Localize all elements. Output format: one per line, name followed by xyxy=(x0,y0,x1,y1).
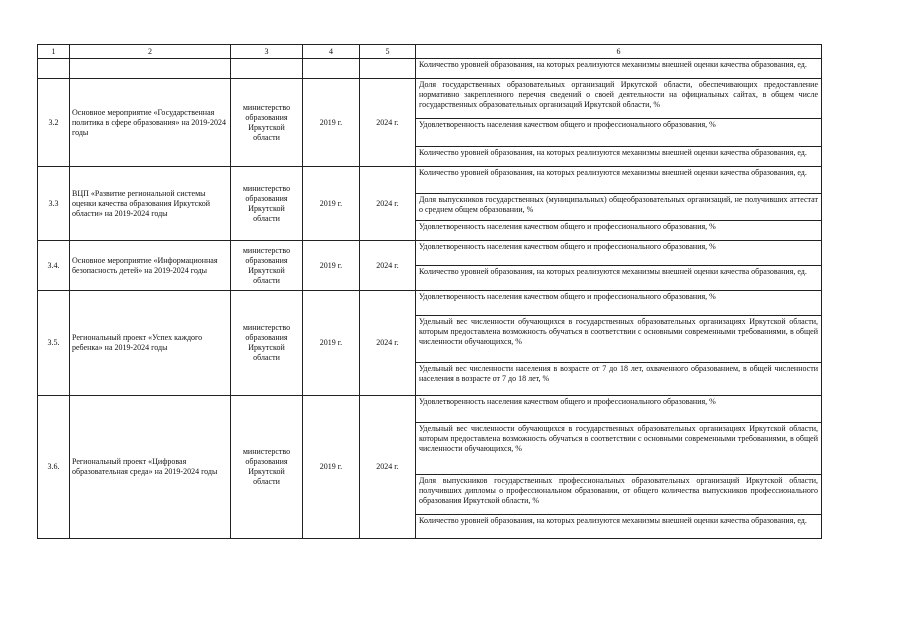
responsible-executor xyxy=(231,167,303,241)
responsible-line: образования xyxy=(245,333,288,342)
indicator-cell: Количество уровней образования, на которых реализуются механизмы внешней оценки качества образования, ед. xyxy=(416,515,822,539)
table-row xyxy=(38,167,822,194)
header-row xyxy=(38,45,822,59)
responsible-line: министерство xyxy=(242,245,291,255)
indicator-cell: Удельный вес численности обучающихся в государственных образовательных организациях Иркутской области, которым предоставлена возможность обучаться в соответствии с основными современными требованиями, в общей численности обучающихся, % xyxy=(416,423,822,475)
end-year: 2024 г. xyxy=(360,79,416,167)
indicator-cell: Удовлетворенность населения качеством общего и профессионального образования, % xyxy=(416,396,822,423)
header-cell-5: 5 xyxy=(360,45,416,59)
responsible-line: министерство xyxy=(242,323,291,332)
indicator-cell: Доля государственных образовательных организаций Иркутской области, обеспечивающих предоставление нормативно закрепленного перечня сведений о своей деятельности на официальных сайтах, в общем числе государственных образовательных организаций Иркутской области, % xyxy=(416,79,822,119)
responsible-line: области xyxy=(253,275,280,285)
header-cell-2: 2 xyxy=(70,45,231,59)
table-row xyxy=(38,291,822,316)
responsible-line: образования xyxy=(245,457,288,466)
responsible-line: области xyxy=(253,353,280,362)
end-year: 2024 г. xyxy=(360,167,416,241)
responsible-line: области xyxy=(253,213,280,223)
header-cell-6: 6 xyxy=(416,45,822,59)
responsible-executor xyxy=(231,396,303,539)
end-year: 2024 г. xyxy=(360,396,416,539)
row-number: 3.5. xyxy=(38,291,70,396)
activity-name: Региональный проект «Успех каждого ребенка» на 2019-2024 годы xyxy=(70,291,231,396)
responsible-executor xyxy=(231,291,303,396)
start-year: 2019 г. xyxy=(303,396,360,539)
indicator-cell: Доля выпускников государственных (муниципальных) общеобразовательных организаций, не получивших аттестат о среднем общем образовании, % xyxy=(416,194,822,221)
indicator-cell: Удовлетворенность населения качеством общего и профессионального образования, % xyxy=(416,291,822,316)
row-number: 3.6. xyxy=(38,396,70,539)
continuation-row xyxy=(38,59,822,79)
responsible-line: министерство xyxy=(242,183,291,193)
header-cell-4: 4 xyxy=(303,45,360,59)
responsible-line: области xyxy=(253,477,280,486)
indicator-cell: Количество уровней образования, на которых реализуются механизмы внешней оценки качества образования, ед. xyxy=(416,59,822,79)
activity-name: Основное мероприятие «Государственная политика в сфере образования» на 2019-2024 годы xyxy=(70,79,231,167)
indicator-cell: Доля выпускников государственных профессиональных образовательных организаций Иркутской области, получивших дипломы о профессиональном образовании, от общего количества выпускников профессионального образования Иркутской области, % xyxy=(416,475,822,515)
responsible-line: министерство xyxy=(242,447,291,456)
responsible-executor xyxy=(231,79,303,167)
indicator-cell: Удовлетворенность населения качеством общего и профессионального образования, % xyxy=(416,221,822,241)
responsible-line: образования xyxy=(245,112,288,122)
end-year: 2024 г. xyxy=(360,241,416,291)
responsible-line: министерство xyxy=(242,102,291,112)
document-page xyxy=(37,44,821,539)
indicator-cell: Количество уровней образования, на которых реализуются механизмы внешней оценки качества образования, ед. xyxy=(416,266,822,291)
responsible-line: Иркутской xyxy=(248,343,285,352)
start-year: 2019 г. xyxy=(303,167,360,241)
activity-name: ВЦП «Развитие региональной системы оценки качества образования Иркутской области» на 2019-2024 годы xyxy=(70,167,231,241)
program-table xyxy=(37,44,822,539)
indicator-cell: Количество уровней образования, на которых реализуются механизмы внешней оценки качества образования, ед. xyxy=(416,167,822,194)
row-number: 3.4. xyxy=(38,241,70,291)
start-year: 2019 г. xyxy=(303,79,360,167)
indicator-cell: Количество уровней образования, на которых реализуются механизмы внешней оценки качества образования, ед. xyxy=(416,147,822,167)
indicator-cell: Удельный вес численности обучающихся в государственных образовательных организациях Иркутской области, которым предоставлена возможность обучаться в соответствии с основными современными требованиями, в общей численности обучающихся, % xyxy=(416,316,822,363)
responsible-line: образования xyxy=(245,193,288,203)
activity-name: Региональный проект «Цифровая образовательная среда» на 2019-2024 годы xyxy=(70,396,231,539)
activity-name: Основное мероприятие «Информационная безопасность детей» на 2019-2024 годы xyxy=(70,241,231,291)
responsible-line: Иркутской xyxy=(248,265,285,275)
start-year: 2019 г. xyxy=(303,241,360,291)
responsible-line: Иркутской xyxy=(248,203,285,213)
indicator-cell: Удовлетворенность населения качеством общего и профессионального образования, % xyxy=(416,119,822,147)
indicator-cell: Удовлетворенность населения качеством общего и профессионального образования, % xyxy=(416,241,822,266)
table-row xyxy=(38,241,822,266)
header-cell-3: 3 xyxy=(231,45,303,59)
header-cell-1: 1 xyxy=(38,45,70,59)
row-number: 3.2 xyxy=(38,79,70,167)
responsible-line: области xyxy=(253,132,280,142)
table-row xyxy=(38,396,822,423)
table-row xyxy=(38,79,822,119)
responsible-line: образования xyxy=(245,255,288,265)
start-year: 2019 г. xyxy=(303,291,360,396)
responsible-line: Иркутской xyxy=(248,122,285,132)
responsible-line: Иркутской xyxy=(248,467,285,476)
indicator-cell: Удельный вес численности населения в возрасте от 7 до 18 лет, охваченного образованием, в общей численности населения в возрасте от 7 до 18 лет, % xyxy=(416,363,822,396)
row-number: 3.3 xyxy=(38,167,70,241)
end-year: 2024 г. xyxy=(360,291,416,396)
responsible-executor xyxy=(231,241,303,291)
